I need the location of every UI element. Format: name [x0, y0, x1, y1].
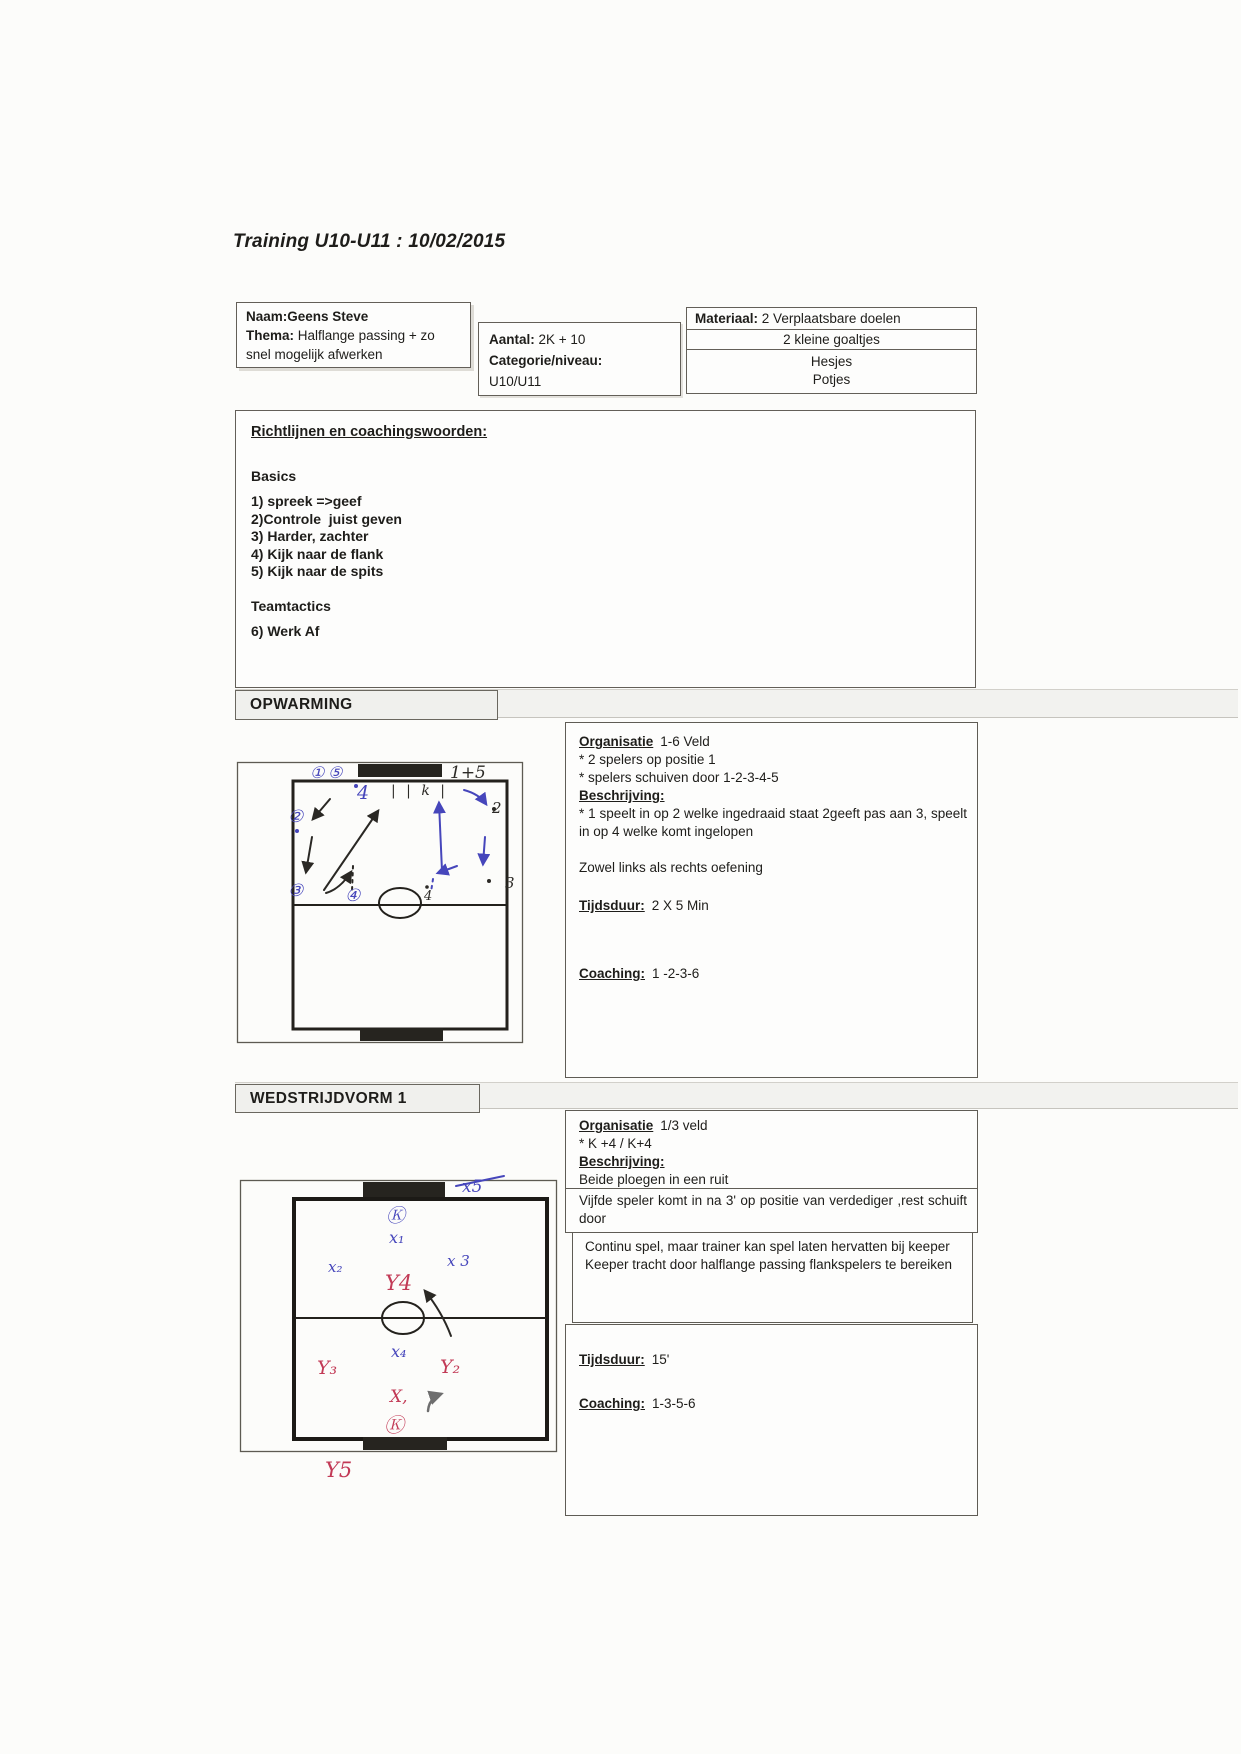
materiaal-line	[687, 308, 976, 330]
pass-arrow	[313, 799, 330, 819]
position-4-script: 4	[357, 782, 370, 804]
position-4-marker: ④	[345, 886, 361, 906]
player-x1-bottom: X,	[390, 1387, 408, 1407]
position-2-marker: ②	[288, 807, 304, 827]
aantal-categorie-box	[478, 322, 681, 396]
aantal-line	[489, 329, 670, 350]
note-1-plus-5: 1+5	[450, 763, 486, 783]
rule-line: Continu spel, maar trainer kan spel laten hervatten bij keeper	[585, 1239, 950, 1254]
goal-top	[363, 1182, 445, 1197]
materiaal-item: Hesjes	[810, 354, 853, 369]
player-y5: Y5	[325, 1458, 353, 1482]
position-1-marker: ①	[310, 763, 325, 782]
run-arrow-blue	[464, 790, 486, 804]
materiaal-item: 2 kleine goaltjes	[687, 330, 976, 350]
richtlijn-item: 5) Kijk naar de spits	[251, 563, 384, 579]
pen-dot	[487, 879, 491, 883]
tijdsduur-line	[579, 897, 967, 915]
spacer	[579, 841, 967, 859]
materiaal-label: Materiaal:	[695, 311, 759, 326]
teamtactics-title: Teamtactics	[251, 597, 331, 614]
position-5-marker: ⑤	[328, 763, 343, 782]
thema-value: Halflange passing + zo snel mogelijk afwerken	[246, 328, 435, 362]
tijdsduur-value: 2 X 5 Min	[651, 898, 709, 913]
coaching-label: Coaching:	[579, 966, 645, 981]
pass-arrow	[324, 811, 378, 890]
naam-line	[246, 307, 461, 326]
beschrijving-label: Beschrijving:	[579, 788, 665, 803]
player-x4: x₄	[391, 1342, 407, 1361]
organisatie-label: Organisatie	[579, 1118, 654, 1133]
richtlijn-item: 1) spreek =>geef	[251, 493, 362, 509]
player-x3: x 3	[447, 1252, 470, 1270]
basics-title: Basics	[251, 468, 297, 484]
pass-arrow	[306, 837, 312, 872]
coaching-value: 1-3-5-6	[652, 1396, 696, 1411]
run-arrow-blue	[483, 837, 485, 864]
materiaal-items	[687, 350, 976, 393]
mid-position-4: 4	[424, 889, 433, 904]
coaching-line	[579, 965, 967, 983]
right-position-3: 3	[505, 874, 515, 892]
coaching-label: Coaching:	[579, 1396, 645, 1411]
center-circle	[379, 888, 421, 918]
pass-arrow	[425, 1291, 451, 1336]
materiaal-item: Potjes	[812, 372, 851, 387]
beschrijving-text: Beide ploegen in een ruit	[579, 1172, 729, 1187]
organisatie-label: Organisatie	[579, 734, 654, 749]
coaching-value: 1 -2-3-6	[652, 966, 700, 981]
coaching-line	[579, 1395, 967, 1413]
right-position-2: 2	[492, 799, 502, 817]
richtlijnen-heading: Richtlijnen en coachingswoorden:	[251, 424, 488, 440]
player-y4: Y4	[385, 1271, 413, 1295]
player-x1-top: x₁	[389, 1228, 405, 1247]
naam-label: Naam:	[246, 309, 288, 324]
wedstrijdvorm-rule-box: Vijfde speler komt in na 3' op positie van verdediger ,rest schuift door	[565, 1188, 978, 1233]
player-x5-struck: x5	[462, 1177, 483, 1197]
keeper-bottom-marker: Ⓚ	[384, 1413, 404, 1437]
goal-top	[358, 764, 442, 777]
run-arrow-blue	[439, 803, 442, 871]
position-3-marker: ③	[288, 881, 304, 901]
organisatie-value: 1/3 veld	[660, 1118, 708, 1133]
aantal-value: 2K + 10	[538, 332, 586, 347]
materiaal-box	[686, 307, 977, 394]
section-header-opwarming: OPWARMING	[235, 690, 498, 720]
tijdsduur-line	[579, 1351, 967, 1369]
opwarming-field-diagram	[228, 752, 530, 1050]
categorie-label: Categorie/niveau:	[489, 353, 603, 368]
player-y3: Y₃	[317, 1357, 338, 1379]
wedstrijdvorm-field-diagram	[225, 1162, 570, 1487]
wedstrijdvorm-organisatie-box	[565, 1110, 978, 1189]
opwarming-info-panel	[565, 722, 978, 1078]
wedstrijdvorm-timing-box	[565, 1324, 978, 1516]
organisatie-bullet: * 2 spelers op positie 1	[579, 752, 716, 767]
thema-line	[246, 326, 461, 364]
keeper-top-marker: Ⓚ	[386, 1205, 406, 1227]
aantal-label: Aantal:	[489, 332, 535, 347]
richtlijn-item: 4) Kijk naar de flank	[251, 545, 384, 562]
organisatie-line	[579, 733, 967, 751]
player-x2: x₂	[328, 1258, 343, 1276]
naam-thema-box	[236, 302, 471, 368]
materiaal-value: 2 Verplaatsbare doelen	[761, 311, 901, 326]
page-title: Training U10-U11 : 10/02/2015	[233, 231, 506, 252]
player-y2: Y₂	[440, 1356, 461, 1378]
naam-value: Geens Steve	[287, 309, 369, 324]
goal-bottom	[363, 1437, 447, 1450]
organisatie-bullet: * spelers schuiven door 1-2-3-4-5	[579, 770, 779, 785]
organisatie-bullet: * K +4 / K+4	[579, 1136, 652, 1151]
wedstrijdvorm-rules-box	[572, 1232, 973, 1323]
beschrijving-text: * 1 speelt in op 2 welke ingedraaid staat 2geeft pas aan 3, speelt in op 4 welke komt ingelopen	[579, 806, 967, 839]
beschrijving-label: Beschrijving:	[579, 1154, 665, 1169]
tijdsduur-label: Tijdsduur:	[579, 898, 645, 913]
richtlijn-item: 6) Werk Af	[251, 622, 320, 639]
tijdsduur-label: Tijdsduur:	[579, 1352, 645, 1367]
thema-label: Thema:	[246, 328, 295, 343]
organisatie-line	[579, 1117, 967, 1135]
tijdsduur-value: 15'	[651, 1352, 670, 1367]
turn-arrow-gray	[428, 1394, 441, 1411]
richtlijn-item: 2)Controle juist geven	[251, 510, 402, 527]
richtlijnen-box	[235, 410, 976, 688]
richtlijn-item: 3) Harder, zachter	[251, 528, 369, 544]
goal-bottom	[360, 1028, 443, 1041]
categorie-value: U10/U11	[489, 374, 542, 389]
tick-marks: | | k |	[391, 783, 448, 799]
pen-dot	[295, 829, 299, 833]
section-header-wedstrijdvorm-1: WEDSTRIJDVORM 1	[235, 1084, 480, 1113]
organisatie-value: 1-6 Veld	[660, 734, 710, 749]
note-line: Zowel links als rechts oefening	[579, 860, 763, 875]
rule-line: Keeper tracht door halflange passing flankspelers te bereiken	[585, 1257, 952, 1272]
